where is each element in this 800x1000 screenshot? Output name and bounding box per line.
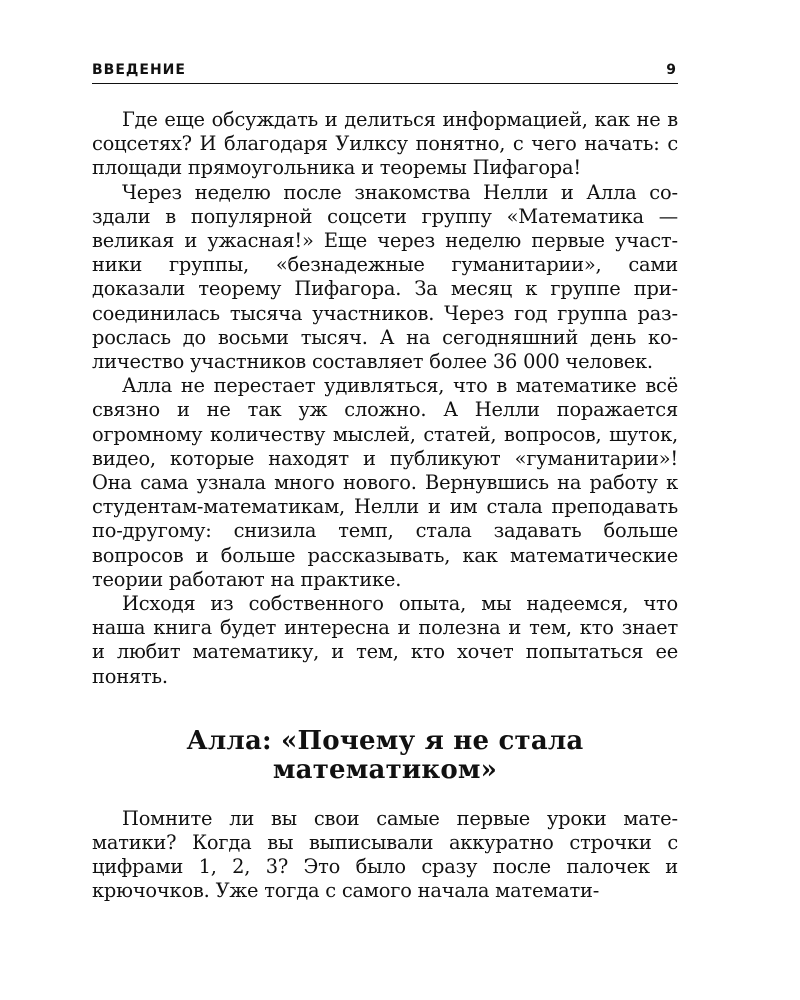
paragraph: Где еще обсуждать и делиться информацией, как не в соцсетях? И благодаря Уилксу понятно, с чего начать: с площади прямоугольника и теоремы Пифагора! — [92, 108, 678, 180]
paragraph: Через неделю после знакомства Нелли и Алла создали в популярной соцсети группу «Математика — великая и ужасная!» Еще через неделю первые участники группы, «безнадежные гуманитарии», сами доказали теорему Пифагора. За месяц к группе присоединилась тысяча участников. Через год группа разрослась до восьми тысяч. А на сегодняшний день количество участников составляет более 36 000 человек. — [92, 180, 678, 374]
body-text — [92, 108, 678, 904]
section-heading-line: математиком» — [272, 754, 498, 785]
paragraph: Исходя из собственного опыта, мы надеемся, что наша книга будет интересна и полезна и тем, кто знает и любит математику, и тем, кто хочет попытаться ее понять. — [92, 592, 678, 688]
book-page — [92, 62, 678, 982]
chapter-title: ВВЕДЕНИЕ — [92, 62, 186, 78]
section-heading-line: Алла: «Почему я не стала — [186, 725, 584, 756]
paragraph: Помните ли вы свои самые первые уроки математики? Когда вы выписывали аккуратно строчки с цифрами 1, 2, 3? Это было сразу после палочек и крючочков. Уже тогда с самого начала математи- — [92, 806, 678, 903]
paragraph: Алла не перестает удивляться, что в математике всё связно и не так уж сложно. А Нелли поражается огромному количеству мыслей, статей, вопросов, шуток, видео, которые находят и публикуют «гуманитарии»! Она сама узнала много нового. Вернувшись на работу к студентам-математикам, Нелли и им стала преподавать по-другому: снизила темп, стала задавать больше вопросов и больше рассказывать, как математические теории работают на практике. — [92, 374, 678, 591]
running-header — [92, 62, 678, 84]
section-heading — [92, 727, 678, 785]
page-number: 9 — [666, 62, 676, 78]
